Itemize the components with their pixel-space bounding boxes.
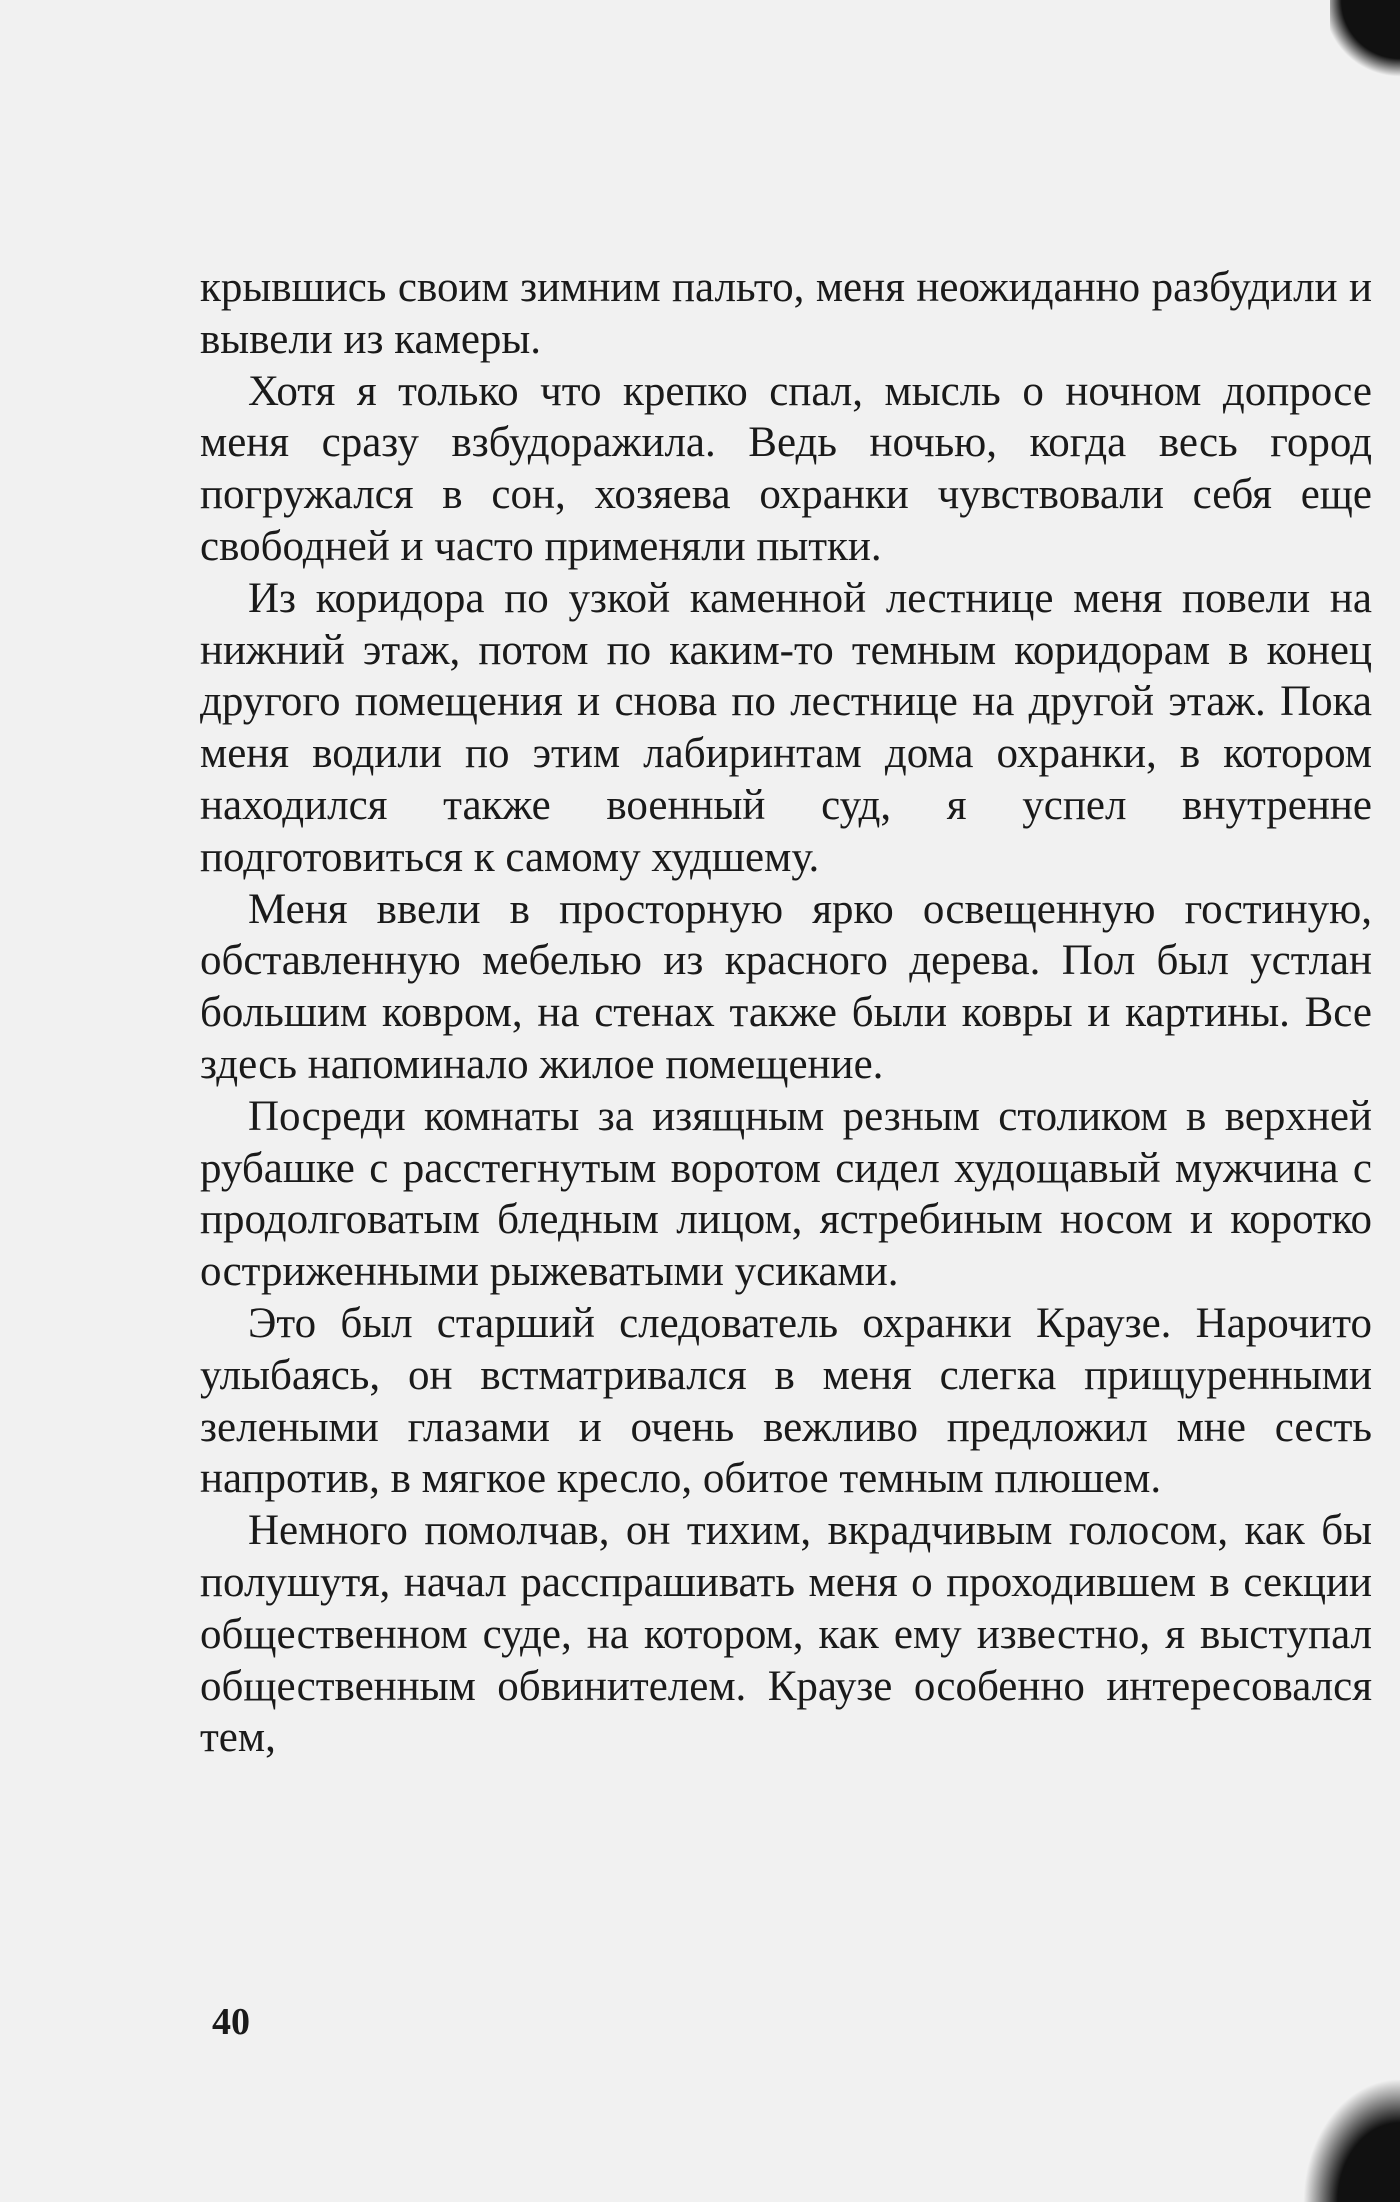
paragraph-3: Из коридора по узкой каменной лестнице меня повели на нижний этаж, потом по каким-то темным коридорам в конец другого помещения и снова по лестнице на другой этаж. Пока меня водили по этим лабиринтам дома охранки, в котором находился также военный суд, я успел внутренне подготовиться к самому худшему. — [200, 574, 1372, 881]
paragraph-6: Это был старший следователь охранки Краузе. Нарочито улыбаясь, он встматривался в меня слегка прищуренными зелеными глазами и очень вежливо предложил мне сесть напротив, в мягкое кресло, обитое темным плюшем. — [200, 1299, 1372, 1503]
paragraph-5: Посреди комнаты за изящным резным столиком в верхней рубашке с расстегнутым воротом сидел худощавый мужчина с продолговатым бледным лицом, ястребиным носом и коротко остриженными рыжеватыми усиками. — [200, 1092, 1372, 1296]
page-number: 40 — [212, 2001, 250, 2043]
page-corner-shadow — [1330, 0, 1400, 80]
page-curl-shadow — [1290, 2062, 1400, 2202]
paragraph-2: Хотя я только что крепко спал, мысль о ночном допросе меня сразу взбудоражила. Ведь ночью, когда весь город погружался в сон, хозяева охранки чувствовали себя еще свободней и часто применяли пытки. — [200, 367, 1372, 570]
paragraph-4: Меня ввели в просторную ярко освещенную гостиную, обставленную мебелью из красного дерева. Пол был устлан большим ковром, на стенах также были ковры и картины. Все здесь напоминало жилое помещение. — [200, 885, 1372, 1088]
body-text — [200, 262, 1372, 1764]
paragraph-7: Немного помолчав, он тихим, вкрадчивым голосом, как бы полушутя, начал расспрашивать меня о проходившем в секции общественном суде, на котором, как ему известно, я выступал общественным обвинителем. Краузе особенно интересовался тем, — [200, 1507, 1372, 1762]
paragraph-1: крывшись своим зимним пальто, меня неожиданно разбудили и вывели из камеры. — [200, 264, 1372, 363]
